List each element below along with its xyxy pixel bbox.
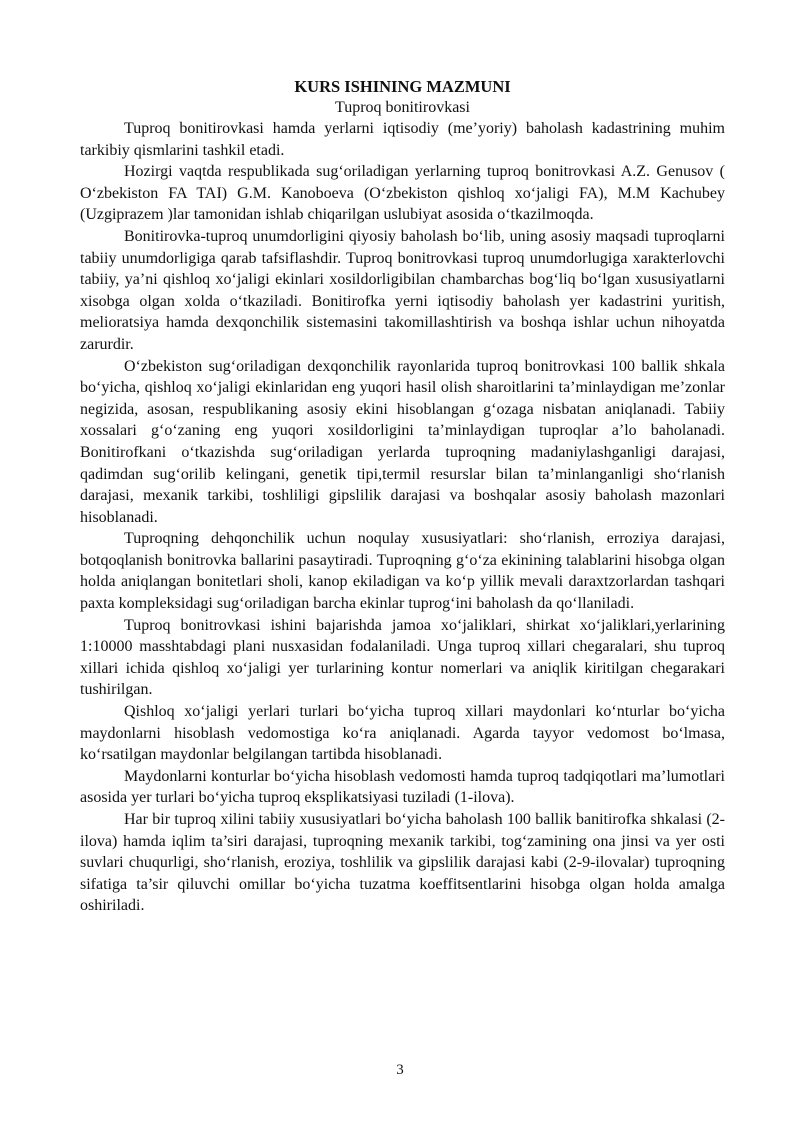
paragraph-1: Tuproq bonitirovkasi hamda yerlarni iqtisodiy (me’yoriy) baholash kadastrining muhim tarkibiy qismlarini tashkil etadi.: [80, 120, 725, 159]
section-subtitle: Tuproq bonitirovkasi: [335, 99, 470, 116]
paragraph-9: Har bir tuproq xilini tabiiy xususiyatlari bo‘yicha baholash 100 ballik banitirofka shkalasi (2-ilova) hamda iqlim ta’siri darajasi, tuproqning mexanik tarkibi, tog‘zamining ona jinsi va yer osti suvlari chuqurligi, sho‘rlanish, eroziya, toshlilik va gipslilik darajasi kabi (2-9-ilovalar) tuproqning sifatiga ta’sir qiluvchi omillar bo‘yicha tuzatma koeffitsentlarini hisobga olgan holda amalga oshiriladi.: [80, 811, 725, 915]
paragraph-6: Tuproq bonitrovkasi ishini bajarishda jamoa xo‘jaliklari, shirkat xo‘jaliklari,yerlarining 1:10000 masshtabdagi plani nusxasidan fodalaniladi. Unga tuproq xillari chegaralari, shu tuproq xillari ichida qishloq xo‘jaligi yer turlarining kontur nomerlari va aniqlik kiritilgan chegarakari tushirilgan.: [80, 616, 725, 699]
page-title: KURS ISHINING MAZMUNI: [294, 77, 511, 96]
paragraph-8: Maydonlarni konturlar bo‘yicha hisoblash vedomosti hamda tuproq tadqiqotlari ma’lumotlari asosida yer turlari bo‘yicha tuproq eksplikatsiyasi tuziladi (1-ilova).: [80, 767, 725, 807]
paragraph-4: O‘zbekiston sug‘oriladigan dexqonchilik rayonlarida tuproq bonitrovkasi 100 ballik shkala bo‘yicha, qishloq xo‘jaligi ekinlaridan eng yuqori hasil olish sharoitlarini ta’minlaydigan me’zonlar negizida, asosan, respublikaning asosiy ekini hisoblangan g‘ozaga nisbatan aniqlanadi. Tabiiy xossalari g‘o‘zaning eng yuqori xosildorligini ta’minlaydigan tuproqlar a’lo baholanadi. Bonitirofkani o‘tkazishda sug‘oriladigan yerlarda tuproqning madaniylashganligi darajasi, qadimdan sug‘orilib kelingani, genetik tipi,termil resurslar bilan ta’minlanganligi sho‘rlanish darajasi, mexanik tarkibi, toshliligi gipslilik darajasi va boshqalar asosiy baholash mazonlari hisoblanadi.: [80, 357, 725, 526]
paragraph-2: Hozirgi vaqtda respublikada sug‘oriladigan yerlarning tuproq bonitrovkasi A.Z. Genusov ( O‘zbekiston FA TAI) G.M. Kanoboeva (O‘zbekiston qishloq xo‘jaligi FA), M.M Kachubey (Uzgiprazem )lar tamonidan ishlab chiqarilgan uslubiyat asosida o‘tkazilmoqda.: [80, 163, 725, 224]
page-number: 3: [396, 1062, 404, 1078]
page-content: [80, 76, 725, 917]
paragraph-5: Tuproqning dehqonchilik uchun noqulay xususiyatlari: sho‘rlanish, erroziya darajasi, botqoqlanish bonitrovka ballarini pasaytiradi. Tuproqning g‘o‘za ekinining talablarini hisobga olgan holda aniqlangan bonitetlari sholi, kanop ekiladigan va ko‘p yillik mevali daraxtzorlardan tashqari paxta kompleksidagi sug‘oriladigan barcha ekinlar tuprog‘ini baholash da qo‘llaniladi.: [80, 530, 725, 613]
paragraph-3: Bonitirovka-tuproq unumdorligini qiyosiy baholash bo‘lib, uning asosiy maqsadi tuproqlarni tabiiy unumdorligiga qarab tafsiflashdir. Tuproq bonitrovkasi tuproq unumdorlugiga xarakterlovchi tabiiy, ya’ni qishloq xo‘jaligi ekinlari xosildorligibilan chambarchas bog‘liq bo‘lgan xususiyatlarni xisobga olgan xolda o‘tkaziladi. Bonitirofka yerni iqtisodiy baholash yer kadastrini yuritish, melioratsiya hamda dexqonchilik sistemasini takomillashtirish va boshqa ishlar uchun nihoyatda zarurdir.: [80, 227, 725, 353]
paragraph-7: Qishloq xo‘jaligi yerlari turlari bo‘yicha tuproq xillari maydonlari ko‘nturlar bo‘yicha maydonlarni hisoblash vedomostiga ko‘ra aniqlanadi. Agarda tayyor vedomost bo‘lmasa, ko‘rsatilgan maydonlar belgilangan tartibda hisoblanadi.: [80, 703, 725, 764]
